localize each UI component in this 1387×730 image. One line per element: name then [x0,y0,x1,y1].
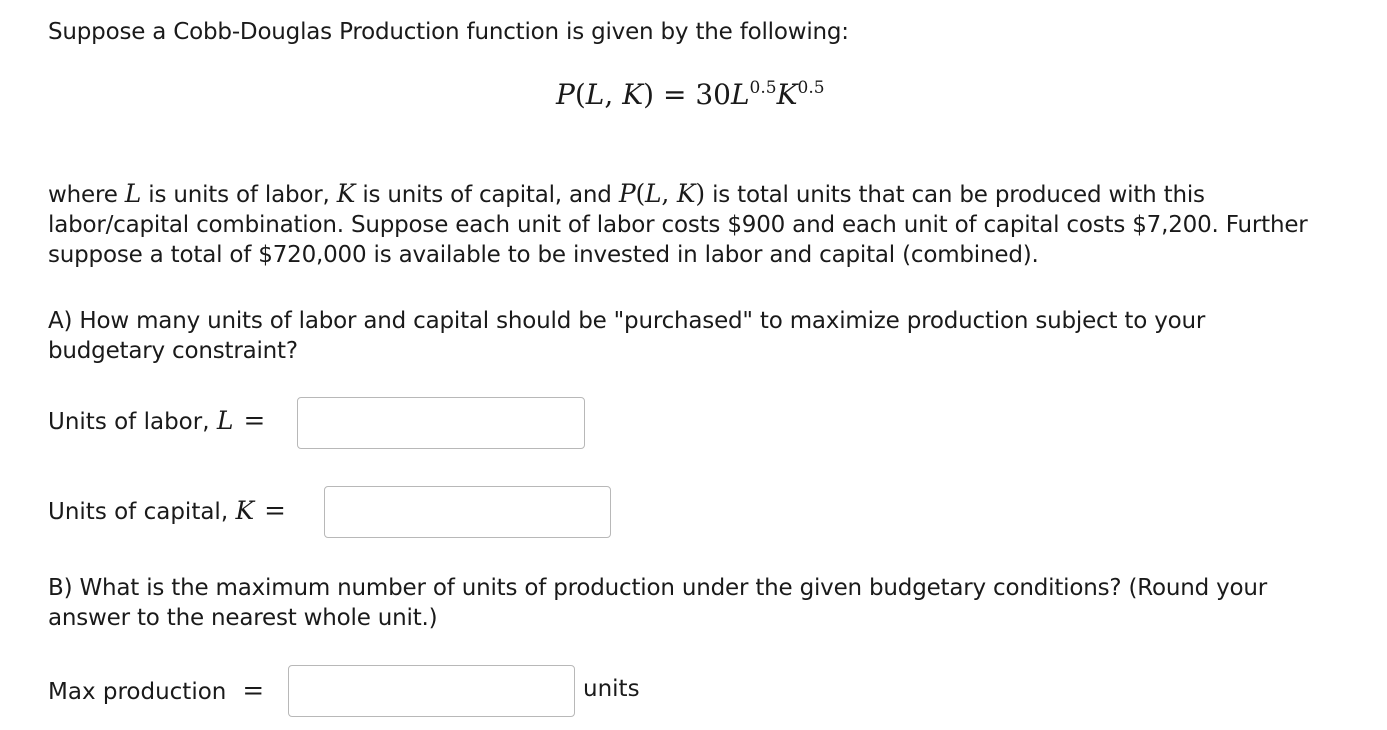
formula-paren-close: ) [643,78,655,111]
labor-var: L [216,406,234,435]
formula-paren-open: ( [574,78,586,111]
production-input[interactable] [288,665,575,717]
capital-label-text: Units of capital, [48,499,236,525]
capital-var: K [235,496,255,525]
desc-text-1: where [48,182,125,208]
desc-func-arg-capital: K [676,179,696,208]
labor-label-text: Units of labor, [48,409,217,435]
desc-func-comma: , [661,179,677,208]
description-paragraph [48,179,1313,270]
desc-text-4: is total units that can be produced with this labor/capital combination. Suppose each unit of labor costs $900 and each unit of capital costs $7,200. Further suppose a total of $720,000 is available to be invested in labor and capital (combined). [48,182,1308,268]
capital-input[interactable] [324,486,611,538]
desc-var-capital: K [336,179,356,208]
formula-arg-capital: K [622,78,644,111]
formula-function-name: P [556,78,575,111]
labor-input[interactable] [297,397,585,449]
formula-equals: = [654,78,696,111]
question-a: A) How many units of labor and capital should be "purchased" to maximize production subject to your budgetary constraint? [48,308,1206,364]
desc-var-labor: L [124,179,142,208]
production-formula [556,78,825,111]
formula-var-labor: L [730,78,750,111]
formula-arg-labor: L [585,78,605,111]
desc-text-2: is units of labor, [141,182,337,208]
labor-equals: = [243,406,266,436]
desc-func-arg-labor: L [645,179,662,208]
formula-comma: , [604,78,623,111]
capital-equals: = [264,496,286,526]
capital-label [48,496,286,526]
desc-paren-open: ( [635,179,645,208]
formula-var-capital: K [776,78,798,111]
production-label [48,676,264,706]
intro-text: Suppose a Cobb-Douglas Production function is given by the following: [48,19,849,45]
formula-exp-labor: 0.5 [749,78,777,98]
desc-text-3: is units of capital, and [355,182,619,208]
production-equals: = [242,676,265,706]
formula-coefficient: 30 [695,78,731,111]
formula-exp-capital: 0.5 [797,78,825,98]
desc-paren-close: ) [695,179,705,208]
question-b: B) What is the maximum number of units of production under the given budgetary conditions? (Round your answer to the nearest whole unit.) [48,575,1268,631]
labor-label [48,406,265,436]
production-unit: units [583,676,640,702]
desc-func-name: P [618,179,636,208]
production-label-text: Max production [48,679,227,705]
